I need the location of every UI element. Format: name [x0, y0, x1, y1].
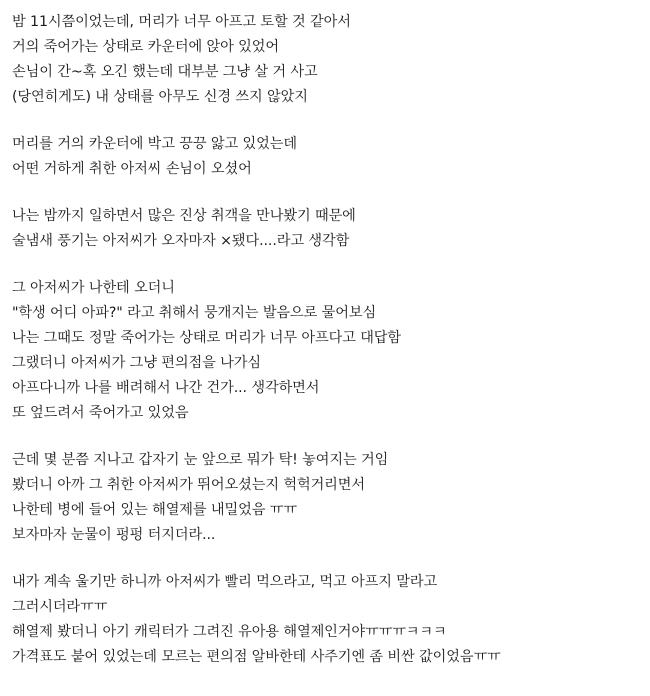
- text-line: 근데 몇 분쯤 지나고 갑자기 눈 앞으로 뭐가 탁! 놓여지는 거임: [12, 452, 389, 468]
- paragraph: [12, 276, 638, 426]
- text-line: 해열제 봤더니 아기 캐릭터가 그려진 유아용 해열제인거야ㅠㅠㅠㅋㅋㅋ: [12, 624, 447, 640]
- text-line: 나한테 병에 들어 있는 해열제를 내밀었음 ㅠㅠ: [12, 502, 297, 518]
- text-line: 그러시더라ㅠㅠ: [12, 599, 108, 615]
- paragraph: [12, 570, 638, 670]
- text-line: 나는 밤까지 일하면서 많은 진상 취객을 만나봤기 때문에: [12, 208, 356, 224]
- paragraph: [12, 132, 638, 182]
- paragraph: [12, 204, 638, 254]
- text-line: 어떤 거하게 취한 아저씨 손님이 오셨어: [12, 161, 252, 177]
- text-line: 또 엎드려서 죽어가고 있었음: [12, 405, 189, 421]
- text-line: 나는 그때도 정말 죽어가는 상태로 머리가 너무 아프다고 대답함: [12, 330, 402, 346]
- text-line: 내가 계속 울기만 하니까 아저씨가 빨리 먹으라고, 먹고 아프지 말라고: [12, 574, 438, 590]
- paragraph: [12, 448, 638, 548]
- text-line: 그 아저씨가 나한테 오더니: [12, 280, 175, 296]
- text-line: 봤더니 아까 그 취한 아저씨가 뛰어오셨는지 헉헉거리면서: [12, 477, 365, 493]
- text-line: (당연히게도) 내 상태를 아무도 신경 쓰지 않았지: [12, 89, 308, 105]
- paragraph: [12, 10, 638, 110]
- text-line: 아프다니까 나를 배려해서 나간 건가... 생각하면서: [12, 380, 320, 396]
- text-line: 머리를 거의 카운터에 박고 끙끙 앓고 있었는데: [12, 136, 297, 152]
- text-line: 밤 11시쯤이었는데, 머리가 너무 아프고 토할 것 같아서: [12, 14, 351, 30]
- text-line: 그랬더니 아저씨가 그냥 편의점을 나가심: [12, 355, 261, 371]
- text-line: 손님이 간~혹 오긴 했는데 대부분 그냥 살 거 사고: [12, 64, 318, 80]
- text-line: 술냄새 풍기는 아저씨가 오자마자 ×됐다....라고 생각함: [12, 233, 350, 249]
- text-line: 거의 죽어가는 상태로 카운터에 앉아 있었어: [12, 39, 279, 55]
- text-line: 보자마자 눈물이 펑펑 터지더라...: [12, 527, 216, 543]
- text-line: 가격표도 붙어 있었는데 모르는 편의점 알바한테 사주기엔 좀 비싼 값이었음ㅠㅠ: [12, 649, 501, 665]
- text-line: "학생 어디 아파?" 라고 취해서 뭉개지는 발음으로 물어보심: [12, 305, 377, 321]
